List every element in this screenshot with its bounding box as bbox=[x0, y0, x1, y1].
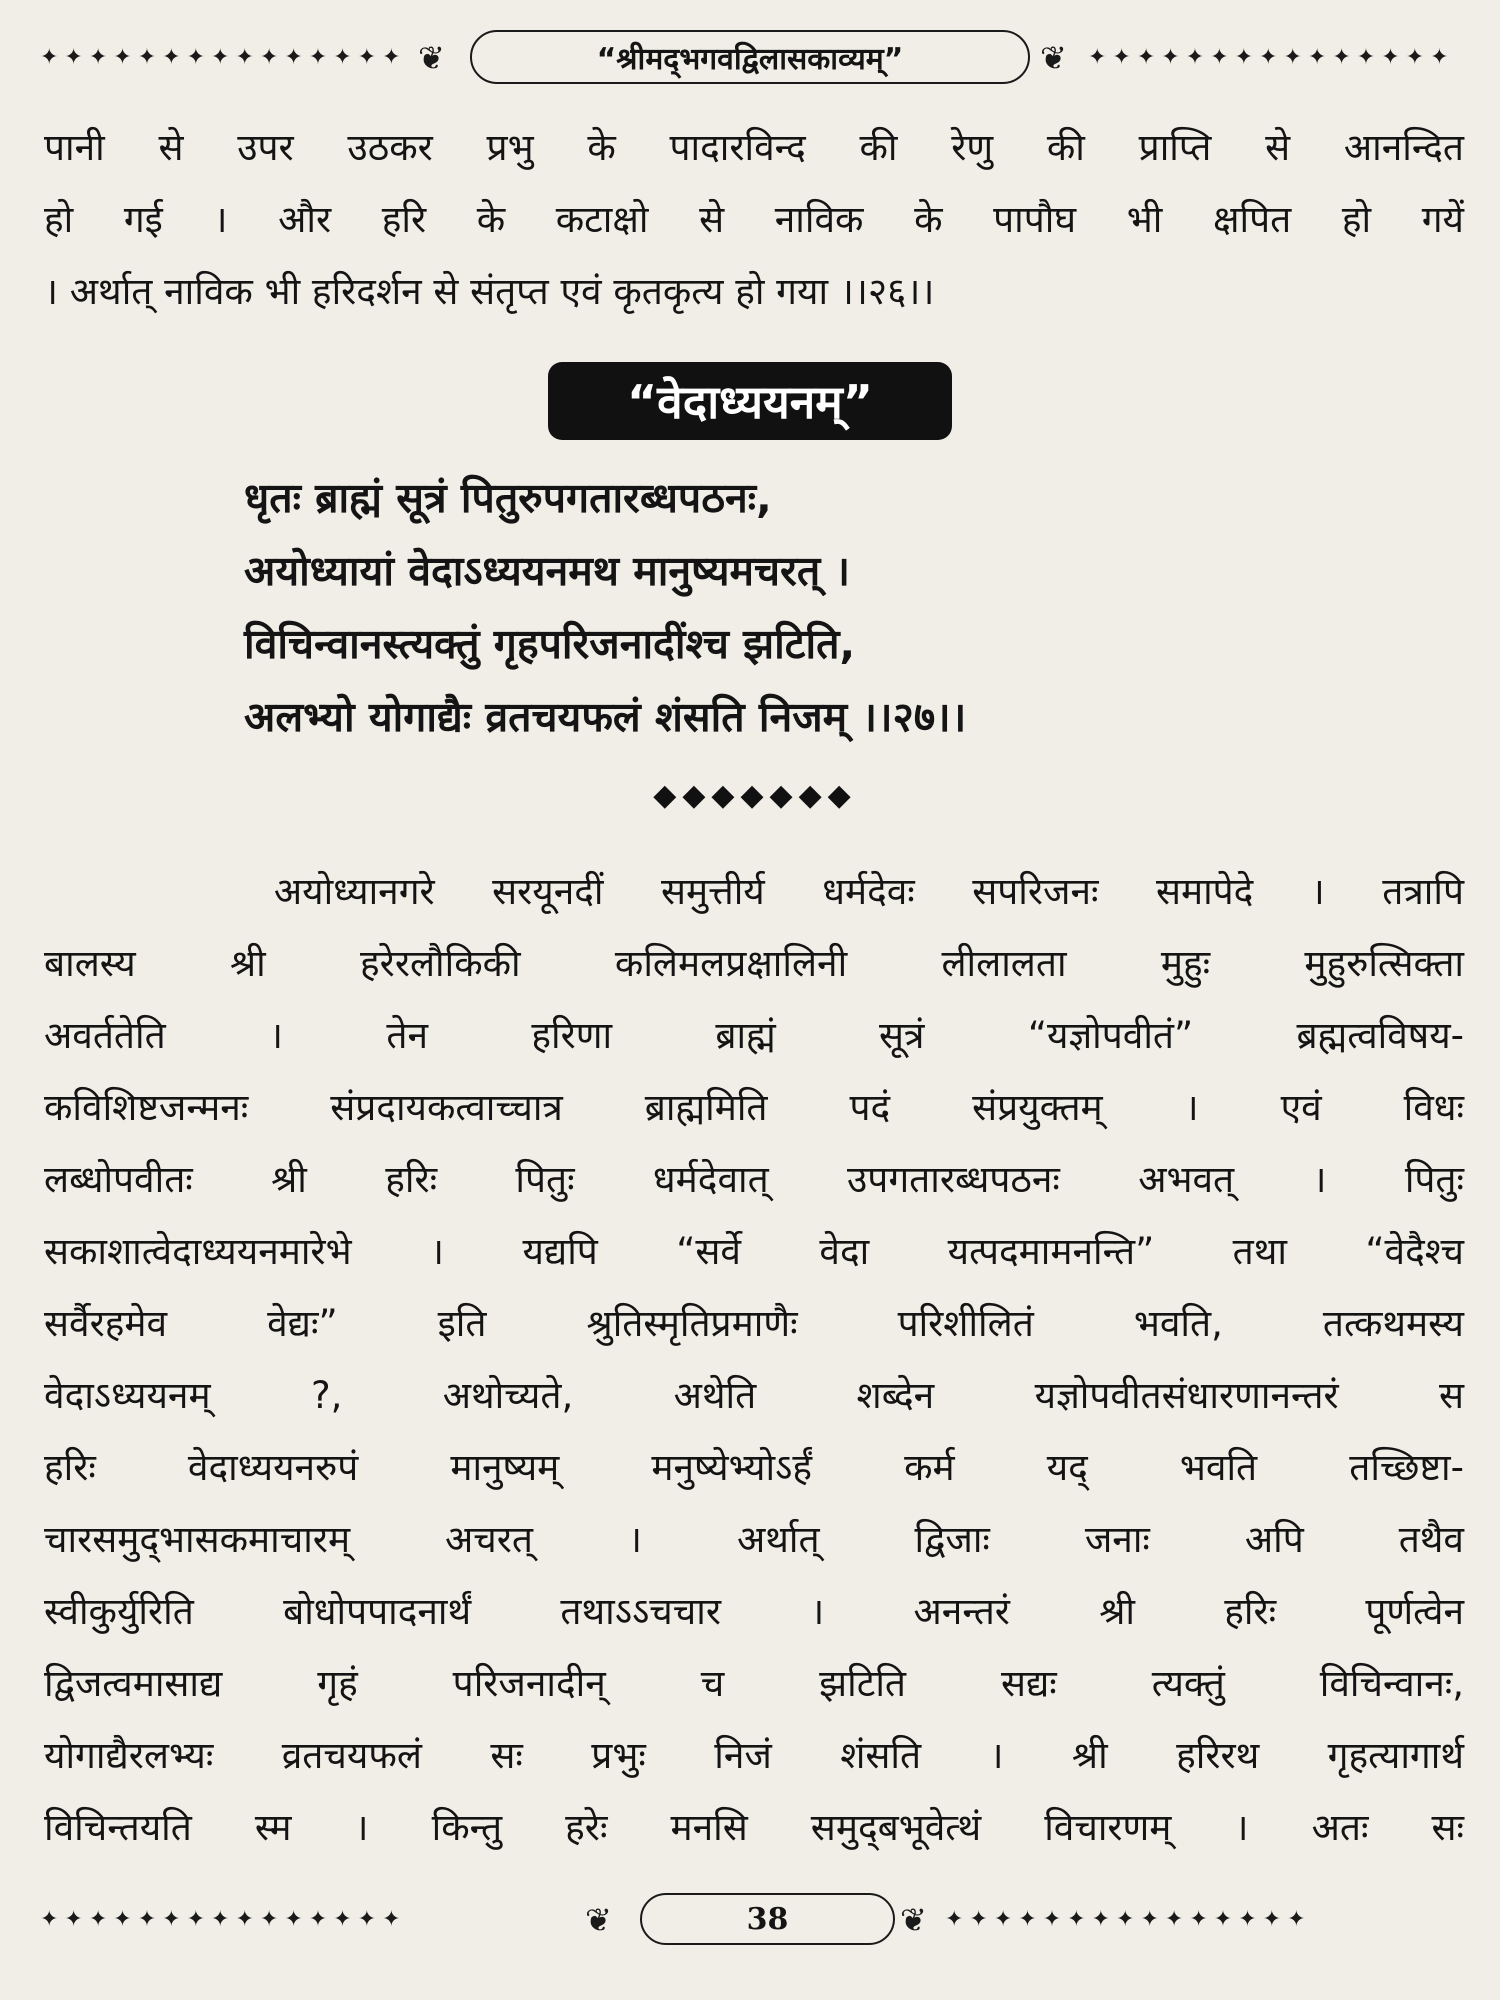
section-heading: “वेदाध्ययनम्” bbox=[548, 362, 952, 440]
page-number: 38 bbox=[640, 1893, 895, 1945]
text-line: अयोध्यानगरे सरयूनदीं समुत्तीर्य धर्मदेवः सपरिजनः समापेदे । तत्रापि bbox=[44, 870, 1464, 913]
text-line: चारसमुद्‌भासकमाचारम् अचरत् । अर्थात् द्विजाः जनाः अपि तथैव bbox=[44, 1518, 1464, 1561]
text-line: वेदाऽध्ययनम् ?, अथोच्यते, अथेति शब्देन यज्ञोपवीतसंधारणानन्तरं स bbox=[44, 1374, 1464, 1417]
text-line: सर्वैरहमेव वेद्यः” इति श्रुतिस्मृतिप्रमाणैः परिशीलितं भवति, तत्कथमस्य bbox=[44, 1302, 1464, 1345]
scroll-ornament-icon: ❦ bbox=[585, 1901, 612, 1939]
text-line: विचिन्तयति स्म । किन्तु हरेः मनसि समुद्‌बभूवेत्थं विचारणम् । अतः सः bbox=[44, 1806, 1464, 1849]
text-line: स्वीकुर्युरिति बोधोपपादनार्थं तथाऽऽचचार । अनन्तरं श्री हरिः पूर्णत्वेन bbox=[44, 1590, 1464, 1633]
ornament-diamonds-right: ✦✦✦✦✦✦✦✦✦✦✦✦✦✦✦ bbox=[945, 1907, 1312, 1932]
ornament-diamonds-right: ✦✦✦✦✦✦✦✦✦✦✦✦✦✦✦ bbox=[1088, 45, 1455, 70]
ornament-diamonds-left: ✦✦✦✦✦✦✦✦✦✦✦✦✦✦✦ bbox=[40, 45, 407, 70]
scroll-ornament-icon: ❦ bbox=[900, 1901, 927, 1939]
text-line: अवर्ततेति । तेन हरिणा ब्राह्मं सूत्रं “यज्ञोपवीतं” ब्रह्मत्वविषय- bbox=[44, 1014, 1464, 1057]
ornament-diamonds-left: ✦✦✦✦✦✦✦✦✦✦✦✦✦✦✦ bbox=[40, 1907, 407, 1932]
verse-line: विचिन्वानस्त्यक्तुं गृहपरिजनादींश्च झटिति, bbox=[244, 620, 856, 668]
verse-line: अयोध्यायां वेदाऽध्ययनमथ मानुष्यमचरत् । bbox=[244, 547, 850, 595]
running-header-title: “श्रीमद्‌भगवद्विलासकाव्यम्” bbox=[470, 30, 1030, 84]
scroll-ornament-icon: ❦ bbox=[418, 39, 445, 77]
text-line: हो गई । और हरि के कटाक्षो से नाविक के पापौघ भी क्षपित हो गयें bbox=[44, 198, 1464, 241]
intro-paragraph bbox=[44, 112, 1464, 328]
text-line: द्विजत्वमासाद्य गृहं परिजनादीन् च झटिति सद्यः त्यक्तुं विचिन्वानः, bbox=[44, 1662, 1464, 1705]
text-line: पानी से उपर उठकर प्रभु के पादारविन्द की रेणु की प्राप्ति से आनन्दित bbox=[44, 126, 1464, 169]
verse-line: धृतः ब्राह्मं सूत्रं पितुरुपगतारब्धपठनः, bbox=[244, 474, 772, 522]
commentary-paragraph bbox=[44, 856, 1464, 1864]
diamond-separator: ◆◆◆◆◆◆◆ bbox=[653, 778, 857, 813]
verse-line: अलभ्यो योगाद्यैः व्रतचयफलं शंसति निजम् ।।२७।। bbox=[244, 693, 967, 741]
scroll-ornament-icon: ❦ bbox=[1040, 39, 1067, 77]
text-line: लब्धोपवीतः श्री हरिः पितुः धर्मदेवात् उपगतारब्धपठनः अभवत् । पितुः bbox=[44, 1158, 1464, 1201]
text-line: योगाद्यैरलभ्यः व्रतचयफलं सः प्रभुः निजं शंसति । श्री हरिरथ गृहत्यागार्थ bbox=[44, 1734, 1464, 1777]
text-line: । अर्थात् नाविक भी हरिदर्शन से संतृप्त एवं कृतकृत्य हो गया ।।२६।। bbox=[44, 270, 935, 313]
text-line: हरिः वेदाध्ययनरुपं मानुष्यम् मनुष्येभ्योऽर्हं कर्म यद् भवति तच्छिष्टा- bbox=[44, 1446, 1464, 1489]
text-line: सकाशात्वेदाध्ययनमारेभे । यद्यपि “सर्वे वेदा यत्पदमामनन्ति” तथा “वेदैश्च bbox=[44, 1230, 1464, 1273]
verse-block bbox=[244, 462, 1424, 754]
text-line: बालस्य श्री हरेरलौकिकी कलिमलप्रक्षालिनी लीलालता मुहुः मुहुरुत्सिक्ता bbox=[44, 942, 1464, 985]
text-line: कविशिष्टजन्मनः संप्रदायकत्वाच्चात्र ब्राह्ममिति पदं संप्रयुक्तम् । एवं विधः bbox=[44, 1086, 1464, 1129]
